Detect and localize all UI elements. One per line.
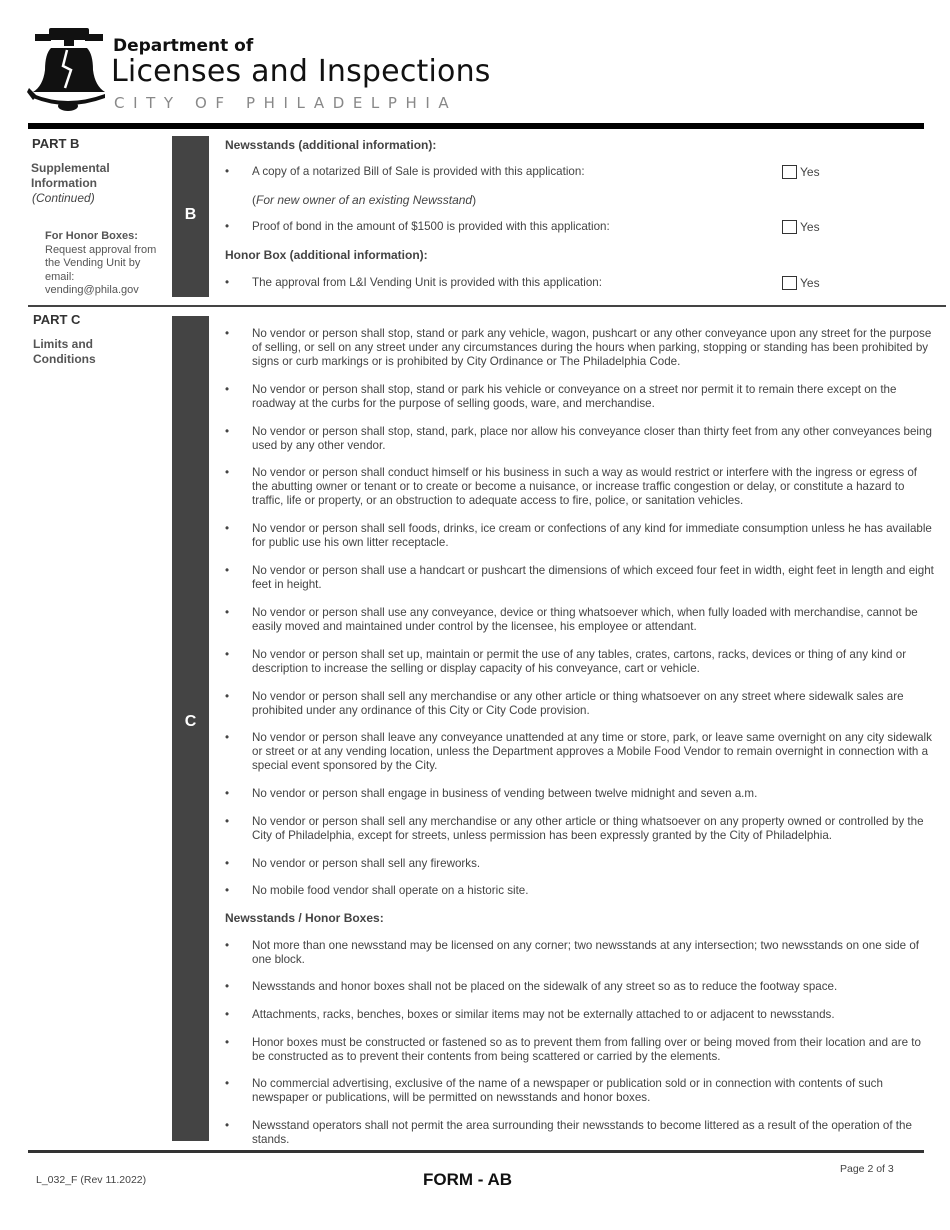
- newsstand-rule-text: Not more than one newsstand may be licensed on any corner; two newsstands at any intersection; two newsstands on one side of one block.: [252, 939, 920, 966]
- newsstand-rule-text: Honor boxes must be constructed or fastened so as to prevent them from falling over or being moved from their location and are to be constructed as to prevent their contents from being scattered or carried by the elements.: [252, 1036, 921, 1063]
- approval-yes-label: Yes: [800, 276, 820, 290]
- page-number: Page 2 of 3: [840, 1163, 894, 1175]
- part-c-subtitle-2: Conditions: [33, 352, 96, 366]
- part-b-subtitle-1: Supplemental: [31, 161, 110, 175]
- section-divider: [28, 305, 946, 307]
- bond-text: Proof of bond in the amount of $1500 is provided with this application:: [252, 220, 610, 233]
- condition-text: No vendor or person shall sell any merchandise or any other article or thing whatsoever on any street where sidewalk sales are prohibited under any ordinance of this City or City Code provision.: [252, 690, 904, 717]
- newsstands-additional-heading: Newsstands (additional information):: [225, 138, 437, 152]
- condition-text: No vendor or person shall stop, stand or park his vehicle or conveyance on a street nor permit it to remain there except on the roadway at the curbs for the purpose of selling goods, ware, and merchandise.: [252, 383, 897, 410]
- condition-text: No mobile food vendor shall operate on a historic site.: [252, 884, 529, 897]
- part-c-sidebar: [172, 316, 209, 1141]
- approval-text: The approval from L&I Vending Unit is provided with this application:: [252, 276, 602, 289]
- logo-city: CITY OF PHILADELPHIA: [114, 94, 458, 112]
- liberty-bell-icon: [27, 26, 107, 114]
- form-name: FORM - AB: [423, 1170, 513, 1189]
- honor-box-note-heading: For Honor Boxes:: [45, 230, 138, 242]
- part-b-letter: B: [184, 206, 197, 223]
- bond-checkbox[interactable]: [782, 220, 797, 234]
- condition-text: No vendor or person shall conduct himself or his business in such a way as would restrict or interfere with the ingress or egress of the abutting owner or tenant or to create or become a nuisance, or increase traffic congestion or delay, or constitute a hazard to traffic, life or property, or an obstruction to adequate access to fire, police, or sanitation vehicles.: [252, 466, 918, 507]
- part-b-sidebar: [172, 136, 209, 297]
- condition-text: No vendor or person shall sell foods, drinks, ice cream or confections of any kind for immediate consumption unless he has available for public use his own litter receptacle.: [252, 522, 932, 549]
- bill-of-sale-checkbox[interactable]: [782, 165, 797, 179]
- part-c-title: PART C: [33, 312, 81, 327]
- footer-rule: [28, 1150, 924, 1153]
- part-b-continued: (Continued): [32, 191, 95, 205]
- condition-text: No vendor or person shall stop, stand, park, place nor allow his conveyance closer than thirty feet from any other conveyances being used by any other vendor.: [252, 425, 932, 452]
- newsstand-rule-text: Newsstands and honor boxes shall not be placed on the sidewalk of any street so as to reduce the footway space.: [252, 980, 838, 993]
- honor-box-note-text: Request approval from the Vending Unit by email: vending@phila.gov: [45, 243, 157, 296]
- honor-box-note: [45, 230, 170, 298]
- form-code: L_032_F (Rev 11.2022): [36, 1174, 147, 1186]
- condition-text: No vendor or person shall engage in business of vending between twelve midnight and seven a.m.: [252, 787, 758, 800]
- part-b-subtitle-2: Information: [31, 176, 97, 190]
- newsstand-rule-text: Attachments, racks, benches, boxes or similar items may not be externally attached to or adjacent to newsstands.: [252, 1008, 835, 1021]
- part-c-letter: C: [184, 713, 197, 730]
- part-c-subtitle-1: Limits and: [33, 337, 94, 351]
- condition-text: No vendor or person shall leave any conveyance unattended at any time or store, park, or leave same overnight on any city sidewalk or street or at any vending location, unless the Department approves a Mobile Food Vendor to remain overnight in connection with a special event sponsored by the City.: [252, 731, 932, 772]
- condition-text: No vendor or person shall use a handcart or pushcart the dimensions of which exceed four feet in width, eight feet in length and eight feet in height.: [252, 564, 934, 591]
- condition-text: No vendor or person shall set up, maintain or permit the use of any tables, crates, cartons, racks, devices or thing of any kind or description to increase the selling or display capacity of his conveyance, cart or vehicle.: [252, 648, 907, 675]
- new-owner-note: (For new owner of an existing Newsstand): [252, 193, 477, 207]
- new-owner-note-text: For new owner of an existing Newsstand: [256, 193, 473, 207]
- condition-text: No vendor or person shall sell any fireworks.: [252, 857, 481, 870]
- part-b-title: PART B: [32, 136, 80, 151]
- bill-of-sale-text: A copy of a notarized Bill of Sale is provided with this application:: [252, 165, 585, 178]
- logo-title: Licenses and Inspections: [111, 54, 491, 89]
- newsstand-rule-text: No commercial advertising, exclusive of the name of a newspaper or publication sold or in connection with contents of such newspaper or publications, will be permitted on newsstands and honor boxes.: [252, 1077, 883, 1104]
- newsstands-honor-boxes-heading: Newsstands / Honor Boxes:: [225, 911, 384, 925]
- honor-box-additional-heading: Honor Box (additional information):: [225, 248, 428, 262]
- bond-yes-label: Yes: [800, 220, 820, 234]
- page-header: [0, 0, 950, 122]
- bill-of-sale-yes-label: Yes: [800, 165, 820, 179]
- department-label: Department of: [113, 36, 254, 56]
- header-rule: [28, 123, 924, 129]
- approval-checkbox[interactable]: [782, 276, 797, 290]
- newsstand-rule-text: Newsstand operators shall not permit the area surrounding their newsstands to become littered as a result of the operation of the stands.: [252, 1119, 912, 1146]
- condition-text: No vendor or person shall stop, stand or park any vehicle, wagon, pushcart or any other conveyance upon any street for the purpose of selling, or sell on any street under any circumstances during the hours when parking, stopping or standing has been prohibited by signs or curb markings or is prohibited by City Ordinance or The Philadelphia Code.: [252, 327, 932, 368]
- condition-text: No vendor or person shall sell any merchandise or any other article or thing whatsoever on any property owned or controlled by the City of Philadelphia, except for streets, unless permission has been expressly granted by the City of Philadelphia.: [252, 815, 924, 842]
- condition-text: No vendor or person shall use any conveyance, device or thing whatsoever which, when fully loaded with merchandise, cannot be easily moved and maintained under control by the licensee, his employee or attendant.: [252, 606, 918, 633]
